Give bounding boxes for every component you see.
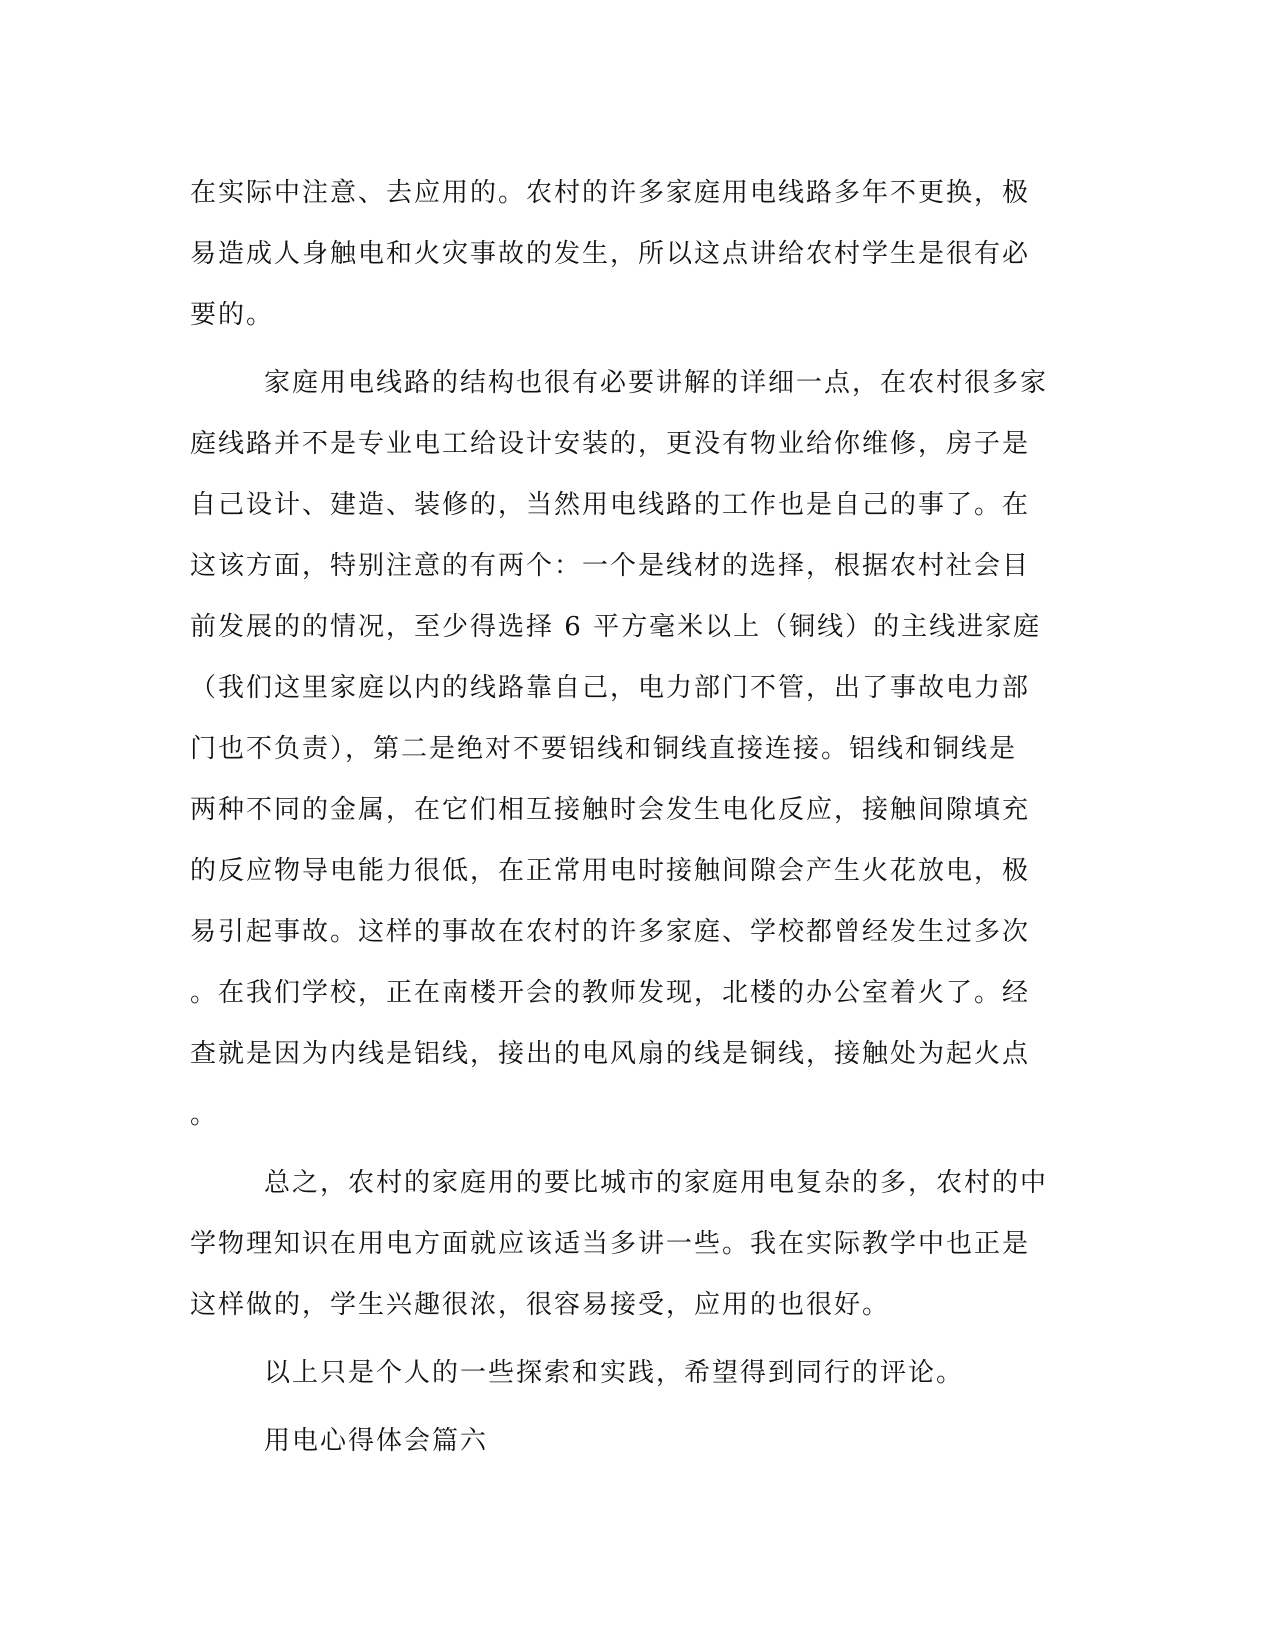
text-line: 易引起事故。这样的事故在农村的许多家庭、学校都曾经发生过多次 — [190, 917, 1031, 947]
text-line: 两种不同的金属，在它们相互接触时会发生电化反应，接触间隙填充 — [190, 795, 1031, 825]
text-line: 要的。 — [190, 300, 275, 330]
text-line: 学物理知识在用电方面就应该适当多讲一些。我在实际教学中也正是 — [190, 1229, 1031, 1259]
text-line: 这样做的，学生兴趣很浓，很容易接受，应用的也很好。 — [190, 1290, 891, 1320]
text-line: 门也不负责），第二是绝对不要铝线和铜线直接连接。铝线和铜线是 — [190, 734, 1018, 764]
paragraph-p4 — [190, 1343, 1080, 1404]
text-line: 总之，农村的家庭用的要比城市的家庭用电复杂的多，农村的中 — [264, 1168, 1049, 1198]
text-line: 用电心得体会篇六 — [264, 1426, 489, 1456]
paragraph-gap — [190, 346, 1080, 353]
paragraph-gap — [190, 1336, 1080, 1343]
text-line: 家庭用电线路的结构也很有必要讲解的详细一点，在农村很多家 — [264, 368, 1049, 398]
text-line: 易造成人身触电和火灾事故的发生，所以这点讲给农村学生是很有必 — [190, 239, 1031, 269]
paragraph-p1 — [190, 163, 1080, 346]
paragraph-gap — [190, 1146, 1080, 1153]
body-text — [190, 163, 1080, 1472]
text-line: 庭线路并不是专业电工给设计安装的，更没有物业给你维修，房子是 — [190, 429, 1031, 459]
paragraph-p3 — [190, 1153, 1080, 1336]
paragraph-gap — [190, 1404, 1080, 1411]
text-line: 。 — [190, 1100, 219, 1130]
text-line: （我们这里家庭以内的线路靠自己，电力部门不管，出了事故电力部 — [190, 673, 1031, 703]
text-line: 这该方面，特别注意的有两个：一个是线材的选择，根据农村社会目 — [190, 551, 1031, 581]
text-line: 在实际中注意、去应用的。农村的许多家庭用电线路多年不更换，极 — [190, 178, 1031, 208]
paragraph-p2 — [190, 353, 1080, 1146]
text-line: 自己设计、建造、装修的，当然用电线路的工作也是自己的事了。在 — [190, 490, 1031, 520]
text-line: 的反应物导电能力很低，在正常用电时接触间隙会产生火花放电，极 — [190, 856, 1031, 886]
text-line: 。在我们学校，正在南楼开会的教师发现，北楼的办公室着火了。经 — [190, 978, 1031, 1008]
text-line: 查就是因为内线是铝线，接出的电风扇的线是铜线，接触处为起火点 — [190, 1039, 1031, 1069]
text-line: 前发展的的情况，至少得选择 6 平方毫米以上（铜线）的主线进家庭 — [190, 612, 1042, 642]
text-line: 以上只是个人的一些探索和实践，希望得到同行的评论。 — [264, 1358, 965, 1388]
paragraph-p5 — [190, 1411, 1080, 1472]
